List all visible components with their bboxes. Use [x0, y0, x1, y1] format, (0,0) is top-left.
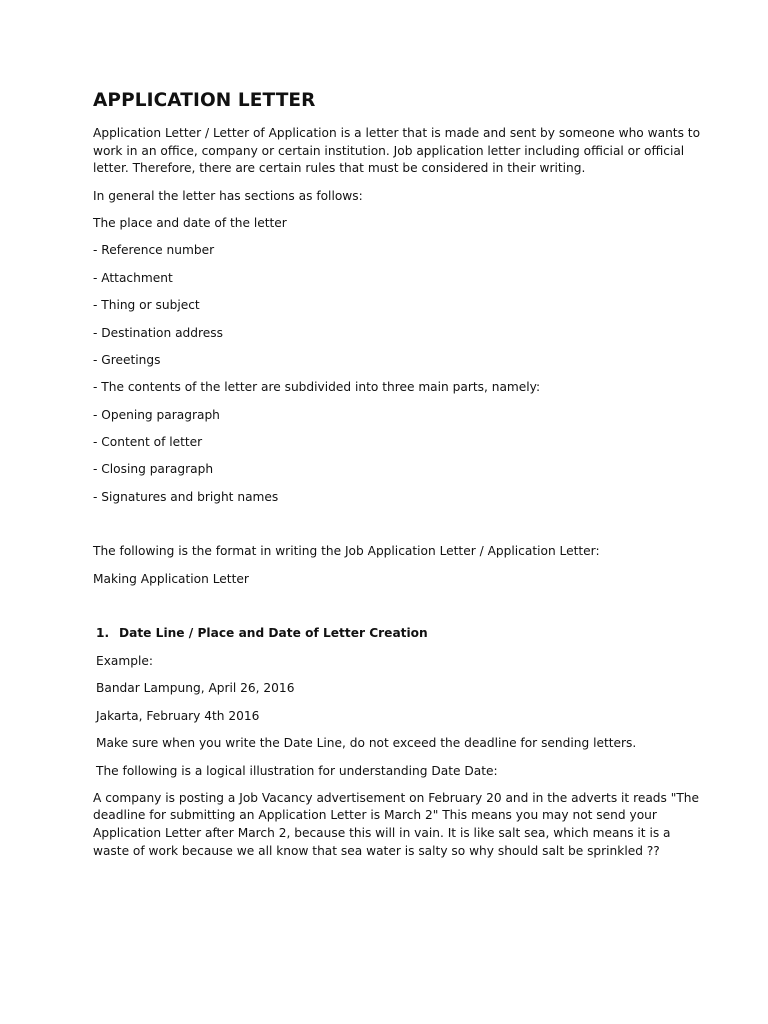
format-intro: The following is the format in writing the Job Application Letter / Application Letter: — [93, 544, 600, 558]
making-label: Making Application Letter — [93, 572, 249, 586]
example-label: Example: — [96, 654, 153, 668]
section-item: - Closing paragraph — [93, 462, 214, 476]
illustration-intro: The following is a logical illustration for understanding Date Date: — [96, 764, 498, 778]
intro-line: letter. Therefore, there are certain rules that must be considered in their writing. — [93, 161, 586, 175]
section-item: - Content of letter — [93, 435, 203, 449]
intro-line: Application Letter / Letter of Application is a letter that is made and sent by someone who wants to — [93, 126, 701, 140]
section-heading: Date Line / Place and Date of Letter Creation — [119, 626, 428, 640]
heading-number: 1. — [96, 626, 110, 640]
section-item: - Signatures and bright names — [93, 490, 279, 504]
document-title: APPLICATION LETTER — [93, 90, 316, 111]
section-item: - Greetings — [93, 353, 161, 367]
section-item: - Thing or subject — [93, 298, 200, 312]
example-item: Jakarta, February 4th 2016 — [96, 709, 260, 723]
illustration-line: waste of work because we all know that sea water is salty so why should salt be sprinkled ?? — [93, 844, 660, 858]
section-item: - Attachment — [93, 271, 173, 285]
section-item: The place and date of the letter — [93, 216, 287, 230]
section-item: - Destination address — [93, 326, 223, 340]
illustration-line: Application Letter after March 2, because this will in vain. It is like salt sea, which means it is a — [93, 826, 671, 840]
note-text: Make sure when you write the Date Line, do not exceed the deadline for sending letters. — [96, 736, 637, 750]
illustration-line: deadline for submitting an Application Letter is March 2" This means you may not send your — [93, 808, 657, 822]
example-item: Bandar Lampung, April 26, 2016 — [96, 681, 295, 695]
section-item: - Opening paragraph — [93, 408, 220, 422]
section-item: - The contents of the letter are subdivided into three main parts, namely: — [93, 380, 541, 394]
sections-intro: In general the letter has sections as follows: — [93, 189, 363, 203]
section-item: - Reference number — [93, 243, 215, 257]
intro-line: work in an office, company or certain institution. Job application letter including official or official — [93, 144, 685, 158]
illustration-line: A company is posting a Job Vacancy advertisement on February 20 and in the adverts it reads "The — [93, 791, 700, 805]
